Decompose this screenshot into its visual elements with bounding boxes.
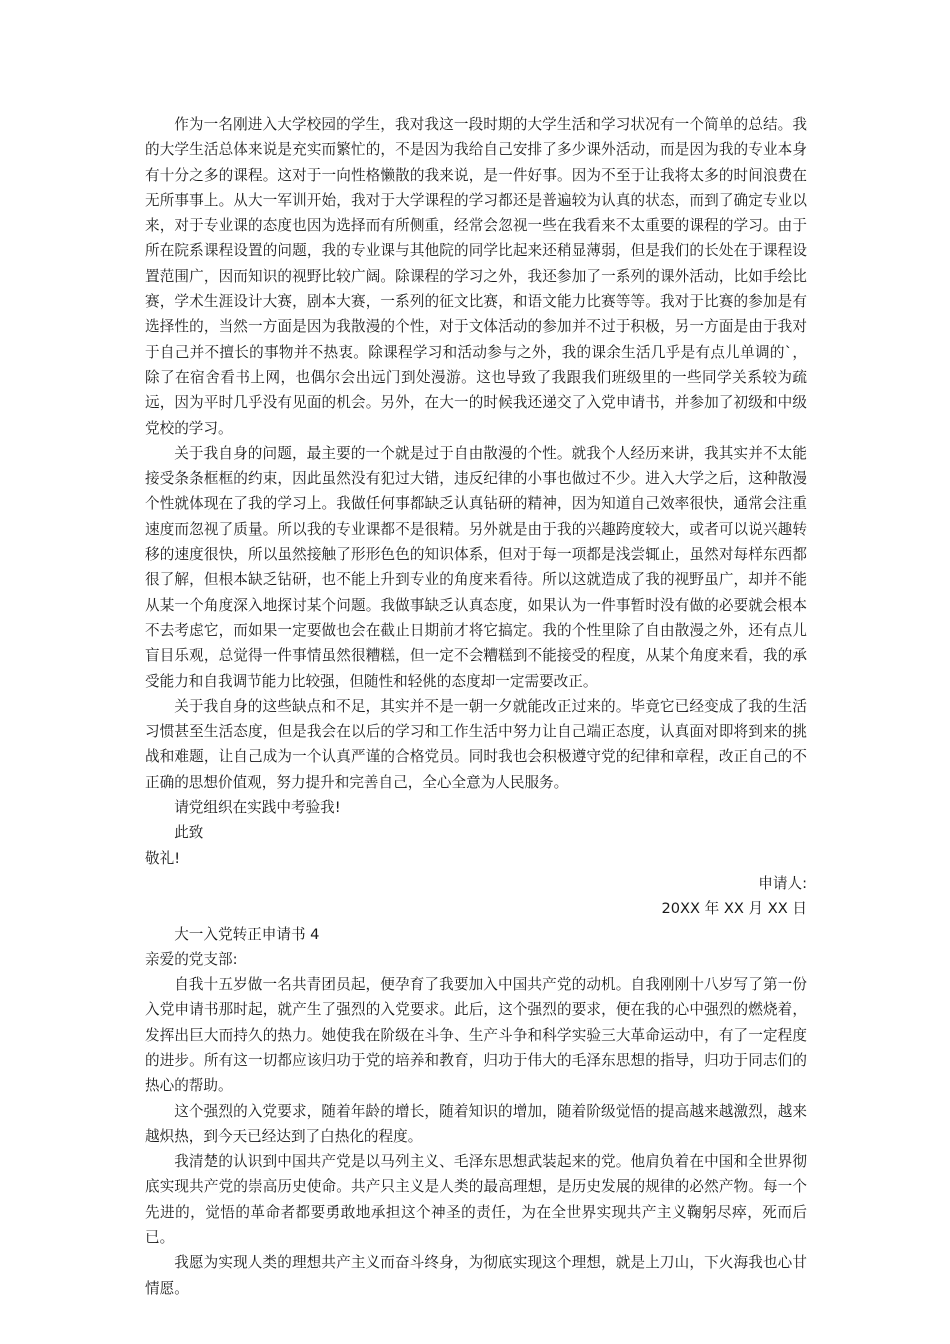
closing-cizhi: 此致 bbox=[174, 824, 204, 842]
paragraph-commitment: 我愿为实现人类的理想共产主义而奋斗终身，为彻底实现这个理想，就是上刀山，下火海我也心甘情愿。 bbox=[145, 1254, 807, 1297]
applicant-label: 申请人: bbox=[758, 874, 807, 892]
greeting: 亲爱的党支部: bbox=[145, 950, 238, 968]
signature-date: 20XX 年 XX 月 XX 日 bbox=[661, 900, 807, 918]
closing-salute: 敬礼! bbox=[145, 849, 181, 867]
paragraph-understanding: 我清楚的认识到中国共产党是以马列主义、毛泽东思想武装起来的党。他肩负着在中国和全世界彻底实现共产党的崇高历史使命。共产只主义是人类的最高理想，是历史发展的规律的必然产物。每一个先进的，觉悟的革命者都要勇敢地承担这个神圣的责任，为在全世界实现共产主义鞠躬尽瘁，死而后已。 bbox=[145, 1153, 807, 1247]
paragraph-desire: 这个强烈的入党要求，随着年龄的增长，随着知识的增加，随着阶级觉悟的提高越来越激烈，越来越炽热，到今天已经达到了白热化的程度。 bbox=[145, 1102, 807, 1145]
paragraph-improvement: 关于我自身的这些缺点和不足，其实并不是一朝一夕就能改正过来的。毕竟它已经变成了我的生活习惯甚至生活态度，但是我会在以后的学习和工作生活中努力让自己端正态度，认真面对即将到来的挑战和难题，让自己成为一个认真严谨的合格党员。同时我也会积极遵守党的纪律和章程，改正自己的不正确的思想价值观，努力提升和完善自己，全心全意为人民服务。 bbox=[145, 697, 807, 791]
paragraph-study-summary: 作为一名刚进入大学校园的学生，我对我这一段时期的大学生活和学习状况有一个简单的总结。我的大学生活总体来说是充实而繁忙的，不是因为我给自己安排了多少课外活动，而是因为我的专业本身有十分之多的课程。这对于一向性格懒散的我来说，是一件好事。因为不至于让我将太多的时间浪费在无所事事上。从大一军训开始，我对于大学课程的学习都还是普遍较为认真的状态，而到了确定专业以来，对于专业课的态度也因为选择而有所侧重，经常会忽视一些在我看来不太重要的课程的学习。由于所在院系课程设置的问题，我的专业课与其他院的同学比起来还稍显薄弱，但是我们的长处在于课程设置范围广，因而知识的视野比较广阔。除课程的学习之外，我还参加了一系列的课外活动，比如手绘比赛，学术生涯设计大赛，剧本大赛，一系列的征文比赛，和语文能力比赛等等。我对于比赛的参加是有选择性的，当然一方面是因为我散漫的个性，对于文体活动的参加并不过于积极，另一方面是由于我对于自己并不擅长的事物并不热衷。除课程学习和活动参与之外，我的课余生活几乎是有点儿单调的`，除了在宿舍看书上网，也偶尔会出远门到处漫游。这也导致了我跟我们班级里的一些同学关系较为疏远，因为平时几乎没有见面的机会。另外，在大一的时候我还递交了入党申请书，并参加了初级和中级党校的学习。 bbox=[145, 116, 807, 437]
paragraph-motivation: 自我十五岁做一名共青团员起，便孕育了我要加入中国共产党的动机。自我刚刚十八岁写了第一份入党申请书那时起，就产生了强烈的入党要求。此后，这个强烈的要求，便在我的心中强烈的燃烧着，发挥出巨大而持久的热力。她使我在阶级在斗争、生产斗争和科学实验三大革命运动中，有了一定程度的进步。所有这一切都应该归功于党的培养和教育，归功于伟大的毛泽东思想的指导，归功于同志们的热心的帮助。 bbox=[145, 976, 807, 1095]
document-page bbox=[145, 112, 807, 1301]
section-heading: 大一入党转正申请书 4 bbox=[174, 925, 320, 943]
paragraph-personal-issues: 关于我自身的问题，最主要的一个就是过于自由散漫的个性。就我个人经历来讲，我其实并不太能接受条条框框的约束，因此虽然没有犯过大错，违反纪律的小事也做过不少。进入大学之后，这种散漫个性就体现在了我的学习上。我做任何事都缺乏认真钻研的精神，因为知道自己效率很快，通常会注重速度而忽视了质量。所以我的专业课都不是很精。另外就是由于我的兴趣跨度较大，或者可以说兴趣转移的速度很快，所以虽然接触了形形色色的知识体系，但对于每一项都是浅尝辄止，虽然对每样东西都很了解，但根本缺乏钻研，也不能上升到专业的角度来看待。所以这就造成了我的视野虽广，却并不能从某一个角度深入地探讨某个问题。我做事缺乏认真态度，如果认为一件事暂时没有做的必要就会根本不去考虑它，而如果一定要做也会在截止日期前才将它搞定。我的个性里除了自由散漫之外，还有点儿盲目乐观，总觉得一件事情虽然很糟糕，但一定不会糟糕到不能接受的程度，从某个角度来看，我的承受能力和自我调节能力比较强，但随性和轻佻的态度却一定需要改正。 bbox=[145, 444, 807, 690]
paragraph-request: 请党组织在实践中考验我! bbox=[174, 799, 341, 817]
